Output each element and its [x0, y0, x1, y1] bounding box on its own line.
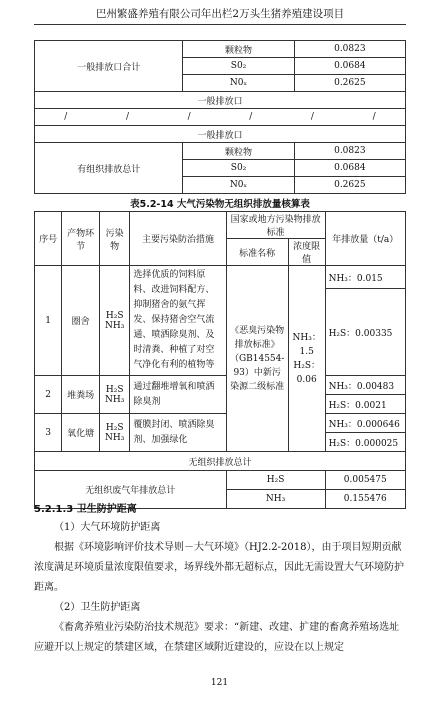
table-cell: 0.0823 — [294, 143, 405, 160]
page-number: 121 — [210, 678, 229, 688]
subheading-2: （2）卫生防护距离 — [54, 602, 141, 613]
table-cell: 0.2625 — [294, 75, 405, 92]
col-header-pollutant: 污染物 — [99, 212, 129, 266]
table-cell: N0ₓ — [183, 75, 294, 92]
row-measures: 覆膜封闭、喷洒除臭剂、加强绿化 — [130, 414, 226, 452]
slash-cell: / — [249, 112, 253, 122]
row-pollutant: H₂S NH₃ — [99, 414, 129, 452]
row-link: 堆粪场 — [62, 376, 100, 414]
amount-cell: H₂S：0.000025 — [325, 433, 405, 452]
emission-summary-table — [34, 40, 406, 194]
subheading-1: （1）大气环境防护距离 — [54, 522, 161, 533]
col-header-link: 产物环节 — [62, 212, 100, 266]
table-cell: 0.0684 — [294, 58, 405, 75]
amount-cell: NH₃：0.015 — [325, 266, 405, 289]
row-link: 氧化塘 — [62, 414, 100, 452]
fugitive-emission-table — [34, 211, 406, 509]
general-outlet-header-2: 一般排放口 — [35, 126, 406, 143]
row-seq: 3 — [35, 414, 62, 452]
row-measures: 通过翻堆增氧和喷洒除臭剂 — [130, 376, 226, 414]
table-cell: 0.0684 — [294, 160, 405, 177]
row-seq: 1 — [35, 266, 62, 376]
body-text — [34, 518, 406, 658]
total-pollutant: H₂S — [226, 471, 325, 490]
slash-cell: / — [187, 112, 191, 122]
paragraph-2: 《畜禽养殖业污染防治技术规范》要求：“新建、改建、扩建的畜禽养殖场选址应避开以上规定的禁建区域，在禁建区域附近建设的，应设在以上规定 — [34, 622, 400, 653]
row-link: 圈舍 — [62, 266, 100, 376]
total-value: 0.155476 — [325, 490, 405, 509]
group2-label: 有组织排放总计 — [35, 143, 183, 194]
table-cell: 颗粒物 — [183, 143, 294, 160]
table-cell: 0.0823 — [294, 41, 405, 58]
total-label: 无组织废气年排放总计 — [35, 471, 227, 509]
standard-name: 《恶臭污染物排放标准》（GB14554-93）中新污染源二级标准 — [226, 266, 288, 452]
table-cell: S0₂ — [183, 58, 294, 75]
table-cell: S0₂ — [183, 160, 294, 177]
col-header-standard-name: 标准名称 — [226, 239, 288, 266]
amount-cell: NH₃：0.00483 — [325, 376, 405, 395]
slash-cell: / — [372, 112, 376, 122]
col-header-seq: 序号 — [35, 212, 62, 266]
amount-cell: H₂S：0.0021 — [325, 395, 405, 414]
total-pollutant: NH₃ — [226, 490, 325, 509]
section-title: 5.2.1.3 卫生防护距离 — [34, 504, 137, 515]
amount-cell: H₂S：0.00335 — [325, 289, 405, 376]
amount-cell: NH₃：0.000646 — [325, 414, 405, 433]
table-caption: 表5.2-14 大气污染物无组织排放量核算表 — [130, 199, 310, 210]
concentration-limit: NH₃：1.5 H₂S：0.06 — [288, 266, 325, 452]
row-measures: 选择优质的饲料原料、改进饲料配方、抑制猪舍的氨气挥发、保持猪舍空气流通、喷洒除臭剂、及时清粪、种植了对空气净化有利的植物等 — [130, 266, 226, 376]
paragraph-1: 根据《环境影响评价技术导则－大气环境》（HJ2.2-2018），由于项目短期贡献浓度满足环境质量浓度限值要求，场界线外都无超标点，因此无需设置大气环境防护距离。 — [34, 542, 404, 593]
table-cell: N0ₓ — [183, 177, 294, 194]
page-header: 巴州繁盛养殖有限公司年出栏2万头生猪养殖建设项目 — [34, 6, 406, 25]
col-header-standard-group: 国家或地方污染物排放标准 — [226, 212, 325, 239]
col-header-amount: 年排放量（t/a） — [325, 212, 405, 266]
col-header-limit: 浓度限值 — [288, 239, 325, 266]
table-cell: 0.2625 — [294, 177, 405, 194]
slash-cell: / — [125, 112, 129, 122]
col-header-measures: 主要污染防治措施 — [130, 212, 226, 266]
total-header: 无组织排放总计 — [35, 452, 406, 471]
general-outlet-header: 一般排放口 — [35, 92, 406, 109]
row-seq: 2 — [35, 376, 62, 414]
table-cell: 颗粒物 — [183, 41, 294, 58]
slash-cell: / — [310, 112, 314, 122]
slash-cell: / — [64, 112, 68, 122]
row-pollutant: H₂S NH₃ — [99, 266, 129, 376]
total-value: 0.005475 — [325, 471, 405, 490]
row-pollutant: H₂S NH₃ — [99, 376, 129, 414]
group1-label: 一般排放口合计 — [35, 41, 183, 92]
slash-row — [35, 109, 406, 126]
